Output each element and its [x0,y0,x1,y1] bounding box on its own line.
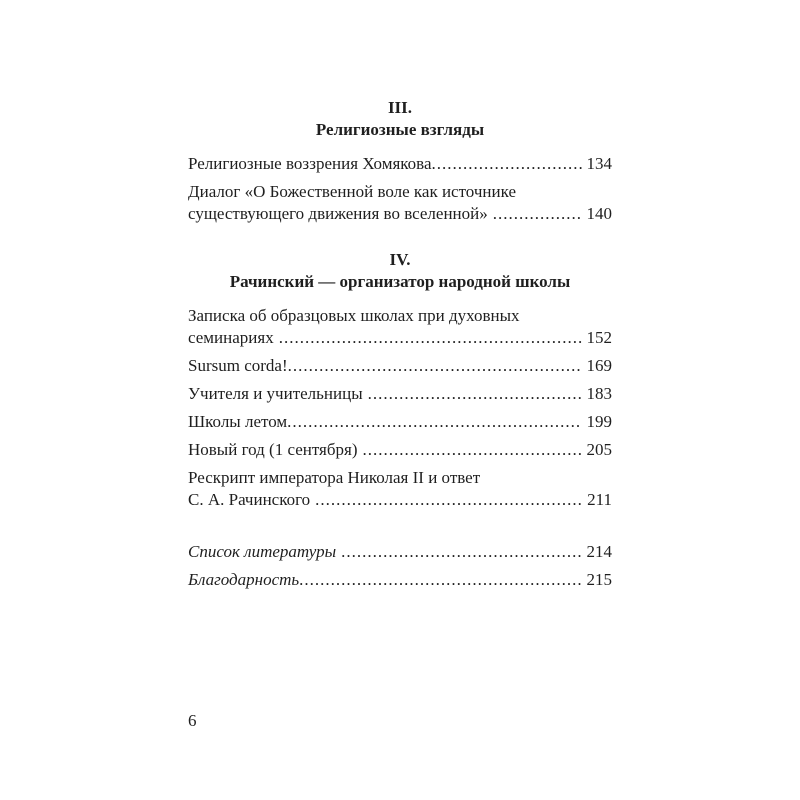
dot-leader [288,355,582,377]
toc-entry [188,541,612,563]
toc-back-matter [188,541,612,591]
dot-leader [368,383,582,405]
dot-leader [299,569,581,591]
toc-entry-page: 134 [586,154,612,173]
toc-entry [188,153,612,175]
toc-section-iv [188,249,612,511]
dot-leader [341,541,581,563]
toc-entry-page: 169 [586,356,612,375]
section-numeral: IV. [389,250,411,269]
toc-entry-title: С. А. Рачинского [188,490,311,509]
toc-entry-row [188,153,612,175]
toc-entry-title: Новый год (1 сентября) [188,440,358,459]
toc-entry-title: семинариях [188,328,274,347]
dot-leader [287,411,581,433]
toc-entry-row [188,541,612,563]
toc-entry-page: 183 [586,384,612,403]
toc-entry [188,411,612,433]
toc-entry-row [188,203,612,225]
dot-leader [432,153,582,175]
toc-entry-title: Благодарность [188,570,300,589]
toc-entry-row [188,383,612,405]
dot-leader [363,439,582,461]
toc-entry-line1: Записка об образцовых школах при духовных [188,306,520,325]
toc-entry [188,439,612,461]
toc-entry [188,569,612,591]
table-of-contents [188,97,612,597]
toc-entry [188,181,612,225]
toc-entry-page: 205 [586,440,612,459]
section-title: Религиозные взгляды [315,120,485,139]
toc-entry [188,305,612,349]
toc-entry [188,355,612,377]
toc-entry-line1: Диалог «О Божественной воле как источнике [188,182,516,201]
toc-entry [188,383,612,405]
dot-leader [279,327,582,349]
toc-entry [188,467,612,511]
toc-entry-page: 152 [586,328,612,347]
toc-entry-page: 199 [586,412,612,431]
toc-entry-title: Школы летом [188,412,288,431]
toc-entry-row [188,489,612,511]
toc-entry-title: Список литературы [188,542,337,561]
toc-entry-row [188,569,612,591]
toc-entry-row [188,355,612,377]
toc-entry-line1: Рескрипт императора Николая II и ответ [188,468,481,487]
dot-leader [315,489,582,511]
toc-entry-title: Учителя и учительницы [188,384,363,403]
toc-entry-page: 215 [586,570,612,589]
toc-entry-row [188,411,612,433]
toc-entry-page: 211 [587,490,612,509]
toc-entry-page: 140 [586,204,612,223]
toc-section-iii [188,97,612,225]
section-numeral: III. [387,98,413,117]
toc-entry-title: Религиозные воззрения Хомякова [188,154,432,173]
toc-entry-row [188,327,612,349]
section-title: Рачинский — организатор народной школы [229,272,571,291]
dot-leader [493,203,582,225]
toc-entry-row [188,439,612,461]
toc-entry-page: 214 [586,542,612,561]
toc-entry-title: существующего движения во вселенной» [188,204,488,223]
folio-page-number: 6 [188,711,197,730]
toc-entry-title: Sursum corda! [188,356,288,375]
